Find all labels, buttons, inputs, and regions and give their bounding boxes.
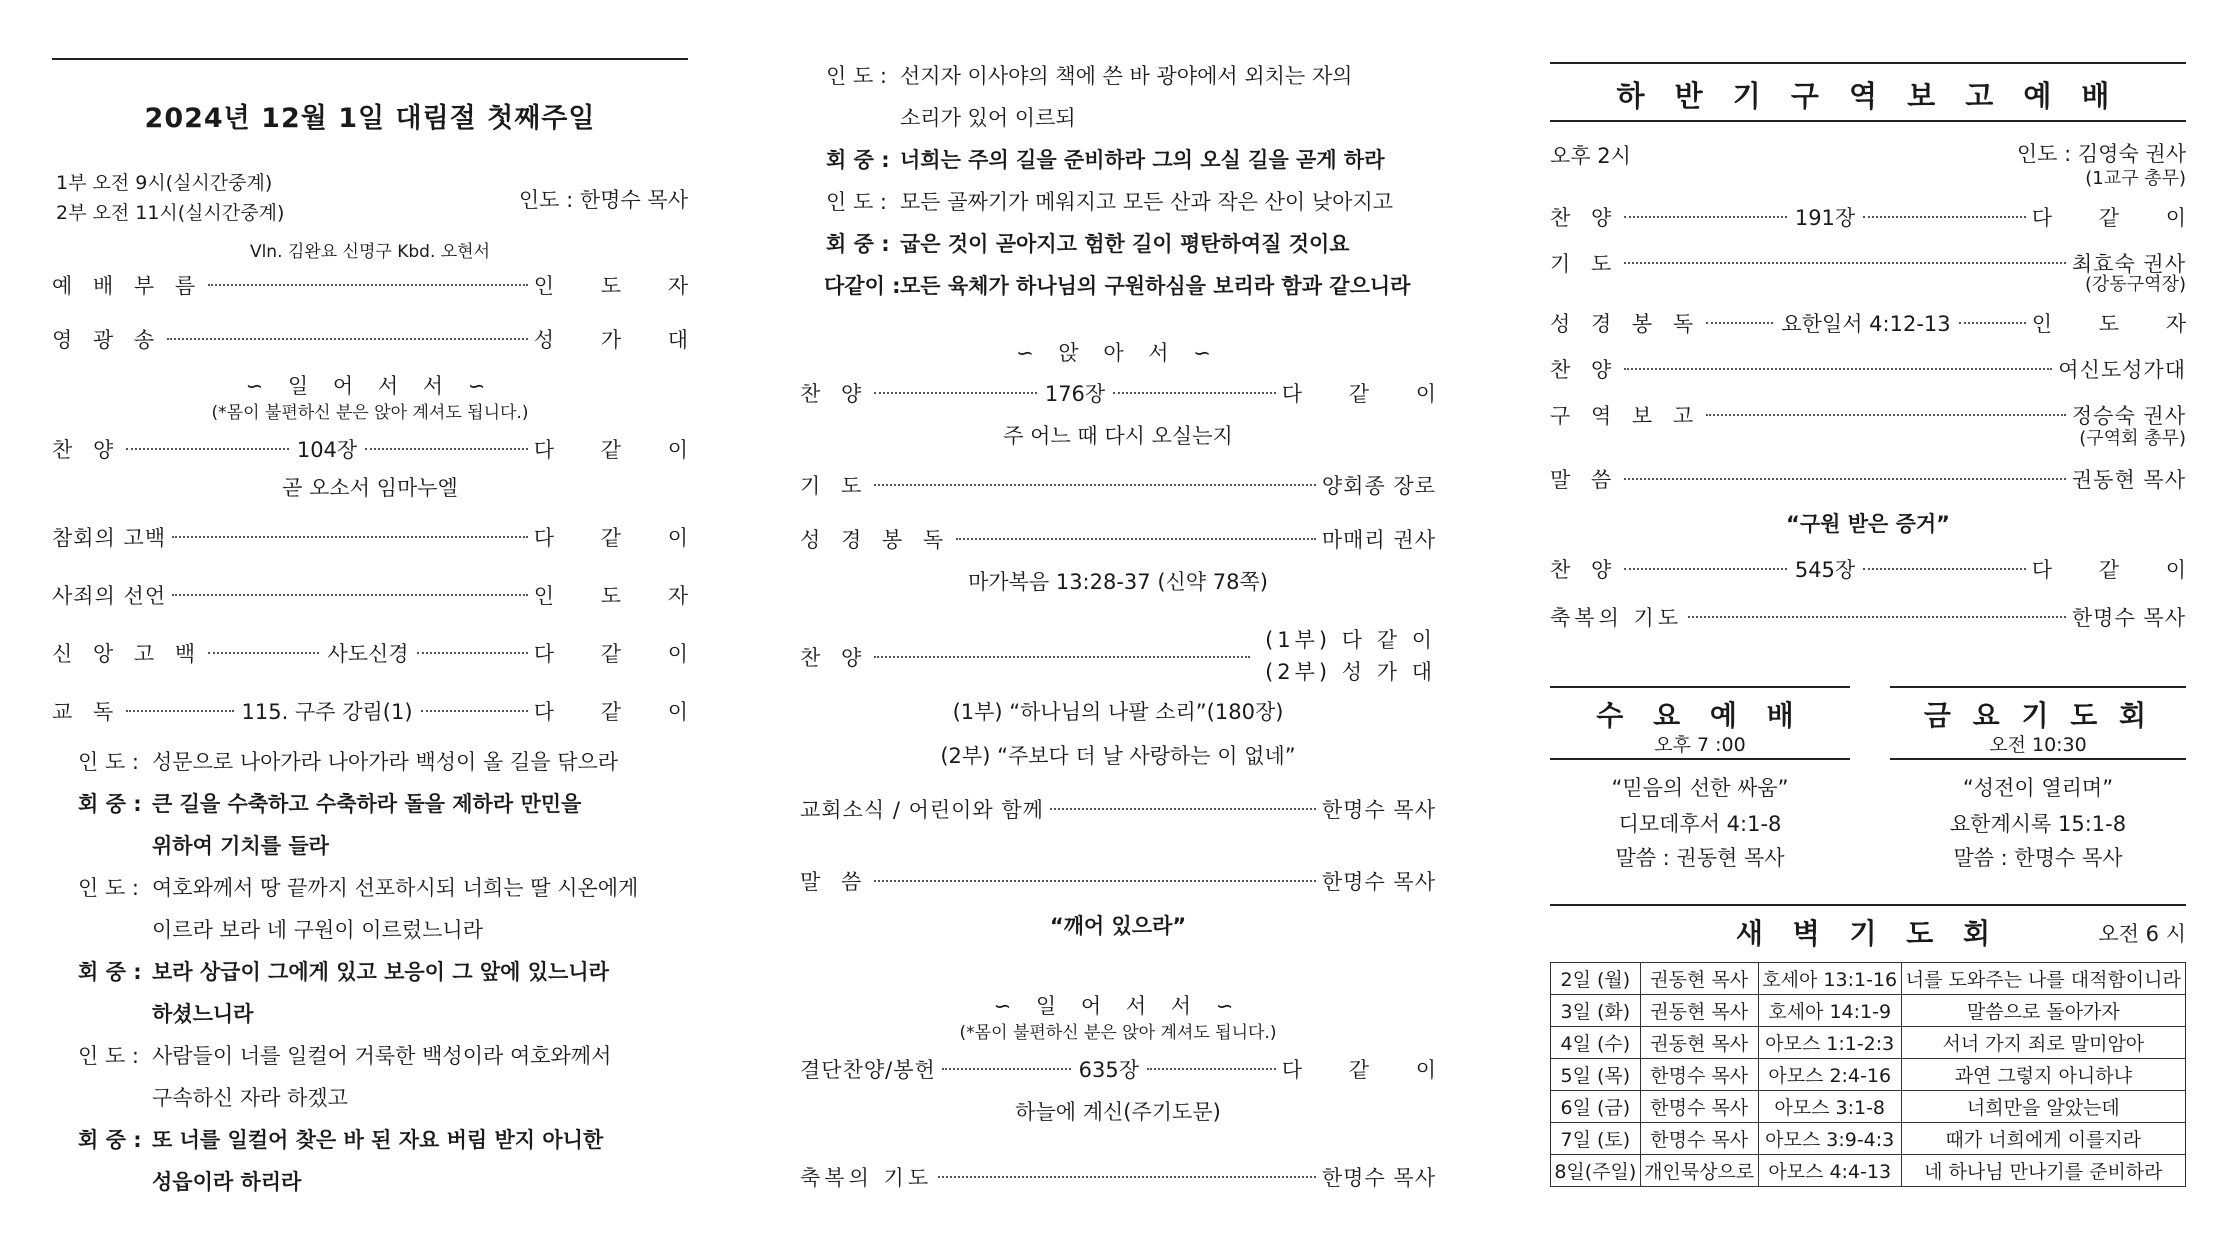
reading-8-who: 회 중 : [826, 148, 890, 172]
scripture-cell: 아모스 2:4-16 [1758, 1059, 1901, 1091]
reading-7-text: 선지자 이사야의 책에 쓴 바 광야에서 외치는 자의 [900, 64, 1353, 88]
order-prayer: 기 도 양회종 장로 [800, 474, 1436, 498]
table-row [1551, 1091, 2186, 1123]
reading-8-text: 너희는 주의 길을 준비하라 그의 오실 길을 곧게 하라 [900, 148, 1385, 172]
sermon-title-cell: 말씀으로 돌아가자 [1901, 995, 2185, 1027]
friday-title: 금 요 기 도 회 [1923, 699, 2153, 732]
table-row [1551, 1027, 2186, 1059]
reading-5-text: 사람들이 너를 일컬어 거룩한 백성이라 여호와께서 [152, 1044, 612, 1068]
district-sermon-title: “구원 받은 증거” [1786, 512, 1950, 536]
date-cell: 4일 (수) [1551, 1027, 1641, 1059]
stand-marker: ∽ 일 어 서 서 ∽ [993, 994, 1243, 1018]
sermon-title-cell: 때가 너희에게 이를지라 [1901, 1123, 2185, 1155]
stand-note: (*몸이 불편하신 분은 앉아 계셔도 됩니다.) [211, 403, 529, 423]
reading-9-text: 모든 골짜기가 메워지고 모든 산과 작은 산이 낮아지고 [900, 190, 1394, 214]
wednesday-time: 오후 7 :00 [1654, 734, 1746, 756]
district-hymn-2: 찬 양 545장 다 같 이 [1550, 558, 2206, 582]
reading-10-who: 회 중 : [826, 232, 890, 256]
dawn-prayer-time: 오전 6 시 [2098, 922, 2186, 946]
order-offering: 결단찬양/봉헌 635장 다 같 이 [800, 1058, 1457, 1082]
table-row [1551, 1123, 2186, 1155]
date-cell: 6일 (금) [1551, 1091, 1641, 1123]
column-service-continued [800, 0, 1457, 1234]
reading-4-text: 보라 상급이 그에게 있고 보응이 그 앞에 있느니라 [152, 960, 609, 984]
stand-note: (*몸이 불편하신 분은 앉아 계셔도 됩니다.) [959, 1023, 1277, 1043]
friday-preacher: 말씀 : 한명수 목사 [1953, 846, 2123, 870]
reading-6-text: 또 너를 일컬어 찾은 바 된 자요 버림 받지 아니한 [152, 1128, 604, 1152]
sit-marker: ∽ 앉 아 서 ∽ [1016, 341, 1220, 365]
reading-11-who: 다같이 : [824, 274, 901, 298]
reading-2-text-cont: 위하여 기치를 들라 [152, 834, 329, 858]
hymn-title: 곧 오소서 임마누엘 [282, 476, 458, 500]
friday-text: 요한계시록 15:1-8 [1949, 812, 2127, 836]
column-main-service [52, 0, 709, 1234]
service-time-1: 1부 오전 9시(실시간중계) [56, 172, 273, 194]
sermon-title-cell: 너를 도와주는 나를 대적함이니라 [1901, 963, 2185, 995]
date-cell: 5일 (목) [1551, 1059, 1641, 1091]
reading-2-text: 큰 길을 수축하고 수축하라 돌을 제하라 만민을 [152, 792, 582, 816]
order-announcements: 교회소식 / 어린이와 함께 한명수 목사 [800, 798, 1436, 822]
reading-11-text: 모든 육체가 하나님의 구원하심을 보리라 함과 같으니라 [900, 274, 1411, 298]
scripture-cell: 아모스 1:1-2:3 [1758, 1027, 1901, 1059]
order-scripture-reading: 성 경 봉 독 마매리 권사 [800, 528, 1436, 552]
order-sermon: 말 씀 한명수 목사 [800, 870, 1436, 894]
scripture-cell: 아모스 3:1-8 [1758, 1091, 1901, 1123]
reading-3-text-cont: 이르라 보라 네 구원이 이르렀느니라 [152, 918, 483, 942]
closing-title: 하늘에 계신(주기도문) [1015, 1100, 1221, 1124]
sermon-title-cell: 과연 그렇지 아니하냐 [1901, 1059, 2185, 1091]
district-sermon: 말 씀 권동현 목사 [1550, 468, 2186, 492]
table-row [1551, 963, 2186, 995]
reading-5-who: 인 도 : [78, 1044, 139, 1068]
scripture-cell: 호세아 14:1-9 [1758, 995, 1901, 1027]
reading-4-who: 회 중 : [78, 960, 142, 984]
sermon-title-cell: 네 하나님 만나기를 준비하라 [1901, 1155, 2185, 1187]
stand-marker: ∽ 일 어 서 서 ∽ [245, 374, 495, 398]
district-praise: 찬 양 여신도성가대 [1550, 358, 2186, 382]
dawn-prayer-table [1550, 962, 2186, 1187]
service-time-2: 2부 오전 11시(실시간중계) [56, 202, 285, 224]
table-row [1551, 1155, 2186, 1187]
sermon-title-cell: 서너 가지 죄로 말미암아 [1901, 1027, 2185, 1059]
preacher-cell: 권동현 목사 [1640, 995, 1758, 1027]
preacher-cell: 한명수 목사 [1640, 1123, 1758, 1155]
order-benediction: 축복의 기도 한명수 목사 [800, 1166, 1436, 1190]
wednesday-text: 디모데후서 4:1-8 [1618, 812, 1782, 836]
table-row [1551, 995, 2186, 1027]
district-report: 구 역 보 고 정승숙 권사 [1550, 404, 2186, 428]
hymn-title: 주 어느 때 다시 오실는지 [1003, 424, 1233, 448]
preacher-cell: 한명수 목사 [1640, 1059, 1758, 1091]
reading-7-who: 인 도 : [826, 64, 887, 88]
district-benediction: 축복의 기도 한명수 목사 [1550, 606, 2186, 630]
scripture-text: 마가복음 13:28-37 (신약 78쪽) [968, 570, 1268, 594]
date-cell: 7일 (토) [1551, 1123, 1641, 1155]
choir-title-1: (1부) “하나님의 나팔 소리”(180장) [952, 700, 1284, 724]
page-title: 2024년 12월 1일 대림절 첫째주일 [144, 103, 596, 134]
friday-time: 오전 10:30 [1989, 734, 2087, 756]
district-leader: 인도 : 김영숙 권사 [2016, 142, 2186, 166]
reading-6-text-cont: 성읍이라 하리라 [152, 1170, 302, 1194]
friday-sermon: “성전이 열리며” [1962, 776, 2114, 800]
reading-4-text-cont: 하셨느니라 [152, 1002, 254, 1026]
friday-prayer-box [1890, 686, 2186, 870]
musicians: Vln. 김완요 신명구 Kbd. 오현서 [249, 242, 491, 262]
column-other-services [1550, 0, 2207, 1234]
scripture-cell: 아모스 3:9-4:3 [1758, 1123, 1901, 1155]
sermon-title: “깨어 있으라” [1049, 914, 1187, 938]
wednesday-sermon: “믿음의 선한 싸움” [1611, 776, 1789, 800]
district-service-title: 하 반 기 구 역 보 고 예 배 [1616, 79, 2120, 113]
order-call-to-worship: 예 배 부 름 인 도 자 [52, 274, 708, 298]
date-cell: 2일 (월) [1551, 963, 1641, 995]
date-cell: 8일(주일) [1551, 1155, 1641, 1187]
district-time: 오후 2시 [1550, 144, 1631, 168]
district-report-role: (구역회 총무) [2079, 428, 2186, 449]
district-leader-role: (1교구 총무) [2085, 168, 2186, 189]
sermon-title-cell: 너희만을 알았는데 [1901, 1091, 2185, 1123]
district-prayer-role: (강동구역장) [2085, 274, 2186, 295]
order-confession: 참회의 고백 다 같 이 [52, 526, 708, 550]
order-creed: 신 앙 고 백 사도신경 다 같 이 [52, 642, 709, 666]
choir-performer-1: (1부) 다 같 이 [1265, 628, 1436, 652]
header-rule-bottom [1550, 120, 2186, 122]
scripture-cell: 아모스 4:4-13 [1758, 1155, 1901, 1187]
service-leader: 인도 : 한명수 목사 [518, 188, 688, 212]
reading-6-who: 회 중 : [78, 1128, 142, 1152]
reading-5-text-cont: 구속하신 자라 하겠고 [152, 1086, 348, 1110]
order-hymn: 찬 양 104장 다 같 이 [52, 438, 708, 462]
reading-9-who: 인 도 : [826, 190, 887, 214]
district-hymn: 찬 양 191장 다 같 이 [1550, 206, 2206, 230]
district-scripture: 성 경 봉 독 요한일서 4:12-13 인 도 자 [1550, 312, 2207, 336]
reading-3-text: 여호와께서 땅 끝까지 선포하시되 너희는 딸 시온에게 [152, 876, 639, 900]
wednesday-title: 수 요 예 배 [1596, 699, 1804, 732]
wednesday-service-box [1550, 686, 1850, 870]
reading-1-text: 성문으로 나아가라 나아가라 백성이 올 길을 닦으라 [152, 750, 619, 774]
order-hymn: 찬 양 176장 다 같 이 [800, 382, 1456, 406]
wednesday-preacher: 말씀 : 권동현 목사 [1615, 846, 1785, 870]
reading-1-who: 인 도 : [78, 750, 139, 774]
dawn-prayer-title: 새 벽 기 도 회 [1735, 917, 2001, 950]
reading-10-text: 굽은 것이 곧아지고 험한 길이 평탄하여질 것이요 [900, 232, 1350, 256]
preacher-cell: 한명수 목사 [1640, 1091, 1758, 1123]
district-prayer: 기 도 최효숙 권사 [1550, 252, 2186, 276]
preacher-cell: 권동현 목사 [1640, 963, 1758, 995]
reading-2-who: 회 중 : [78, 792, 142, 816]
order-gloria: 영 광 송 성 가 대 [52, 328, 708, 352]
table-row [1551, 1059, 2186, 1091]
scripture-cell: 호세아 13:1-16 [1758, 963, 1901, 995]
reading-7-text-cont: 소리가 있어 이르되 [900, 106, 1076, 130]
dawn-rule [1550, 904, 2186, 906]
choir-title-2: (2부) “주보다 더 날 사랑하는 이 없네” [940, 744, 1296, 768]
order-absolution: 사죄의 선언 인 도 자 [52, 584, 708, 608]
date-cell: 3일 (화) [1551, 995, 1641, 1027]
order-choir: 찬 양 [800, 640, 1436, 674]
preacher-cell: 개인묵상으로 [1640, 1155, 1758, 1187]
top-rule [52, 58, 688, 60]
preacher-cell: 권동현 목사 [1640, 1027, 1758, 1059]
reading-3-who: 인 도 : [78, 876, 139, 900]
header-rule-top [1550, 62, 2186, 64]
order-responsive-reading: 교 독 115. 구주 강림(1) 다 같 이 [52, 700, 708, 724]
choir-performer-2: (2부) 성 가 대 [1265, 660, 1436, 684]
